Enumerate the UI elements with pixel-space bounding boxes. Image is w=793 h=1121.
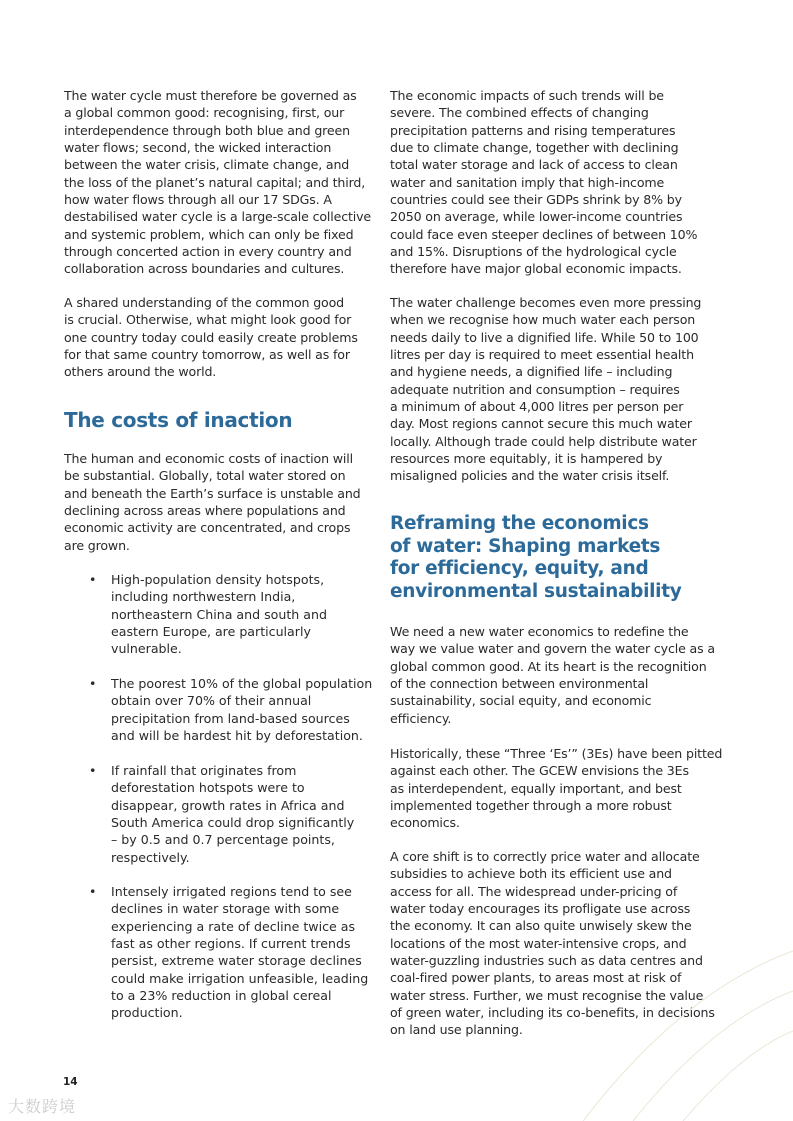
bullet-item-4: [89, 883, 369, 1022]
text-line: misaligned policies and the water crisis itself.: [390, 468, 670, 484]
text-line: for efficiency, equity, and: [390, 558, 649, 580]
bullet-item-2: [89, 675, 373, 744]
text-line: of green water, including its co-benefits, in decisions: [390, 1005, 715, 1021]
text-line: and 15%. Disruptions of the hydrological cycle: [390, 244, 677, 260]
text-line: water-guzzling industries such as data centres and: [390, 953, 703, 969]
bullet-item-1: [89, 571, 327, 658]
text-line: respectively.: [111, 849, 190, 865]
text-line: experiencing a rate of decline twice as: [111, 918, 356, 934]
text-line: global common good. At its heart is the recognition: [390, 658, 707, 674]
text-line: The water cycle must therefore be governed as: [64, 88, 357, 103]
left-paragraph-2: [64, 294, 358, 381]
text-line: Intensely irrigated regions tend to see: [111, 884, 352, 899]
text-line: resources more equitably, it is hampered by: [390, 451, 663, 467]
left-paragraph-1: [64, 87, 371, 278]
text-line: litres per day is required to meet essential health: [390, 347, 694, 363]
text-line: 2050 on average, while lower-income countries: [390, 209, 683, 225]
text-line: countries could see their GDPs shrink by 8% by: [390, 192, 682, 208]
text-line: A shared understanding of the common good: [64, 295, 344, 310]
text-line: Reframing the economics: [390, 513, 649, 534]
text-line: to a 23% reduction in global cereal: [111, 988, 332, 1004]
text-line: implemented together through a more robust: [390, 798, 672, 814]
bullet-item-3: [89, 762, 355, 866]
text-line: severe. The combined effects of changing: [390, 105, 649, 121]
left-paragraph-3: [64, 450, 361, 554]
text-line: persist, extreme water storage declines: [111, 953, 362, 969]
text-line: economic activity are concentrated, and crops: [64, 520, 351, 536]
text-line: precipitation patterns and rising temperatures: [390, 122, 676, 138]
text-line: access for all. The widespread under-pricing of: [390, 883, 678, 899]
text-line: precipitation from land-based sources: [111, 710, 350, 726]
text-line: deforestation hotspots were to: [111, 780, 305, 796]
text-line: and will be hardest hit by deforestation.: [111, 728, 363, 744]
text-line: interdependence through both blue and green: [64, 122, 350, 138]
bullet-icon: •: [89, 572, 97, 587]
text-line: The economic impacts of such trends will be: [390, 88, 664, 103]
watermark: 大数跨境: [8, 1097, 77, 1116]
bullet-icon: •: [89, 763, 97, 778]
right-paragraph-3: [390, 623, 715, 727]
text-line: could face even steeper declines of between 10%: [390, 226, 698, 242]
text-line: A core shift is to correctly price water and allocate: [390, 849, 700, 864]
text-line: needs daily to live a dignified life. While 50 to 100: [390, 329, 699, 345]
text-line: subsidies to achieve both its efficient use and: [390, 866, 672, 882]
text-line: northeastern China and south and: [111, 606, 327, 622]
text-line: vulnerable.: [111, 641, 182, 657]
text-line: collaboration across boundaries and cultures.: [64, 261, 345, 277]
text-line: on land use planning.: [390, 1022, 523, 1038]
text-line: as interdependent, equally important, and best: [390, 780, 682, 796]
text-line: The human and economic costs of inaction will: [64, 451, 353, 466]
text-line: The poorest 10% of the global population: [111, 676, 373, 691]
text-line: South America could drop significantly: [111, 815, 355, 831]
section-heading-costs-of-inaction: [64, 407, 292, 433]
text-line: obtain over 70% of their annual: [111, 693, 312, 709]
text-line: destabilised water cycle is a large-scale collective: [64, 209, 372, 225]
text-line: total water storage and lack of access to clean: [390, 157, 678, 173]
text-line: If rainfall that originates from: [111, 763, 297, 778]
text-line: water stress. Further, we must recognise the value: [390, 987, 704, 1003]
text-line: including northwestern India,: [111, 589, 296, 605]
text-line: a minimum of about 4,000 litres per person per: [390, 399, 684, 415]
text-line: due to climate change, together with declining: [390, 140, 679, 156]
right-paragraph-1: [390, 87, 697, 278]
text-line: of water: Shaping markets: [390, 535, 661, 557]
text-line: economics.: [390, 815, 460, 831]
section-heading-reframing: [390, 513, 682, 603]
text-line: day. Most regions cannot secure this much water: [390, 416, 692, 432]
text-line: eastern Europe, are particularly: [111, 624, 311, 640]
text-line: between the water crisis, climate change, and: [64, 157, 350, 173]
text-line: We need a new water economics to redefine the: [390, 624, 689, 639]
text-line: water flows; second, the wicked interaction: [64, 140, 332, 156]
text-line: for that same country tomorrow, as well as for: [64, 347, 350, 363]
text-line: when we recognise how much water each person: [390, 312, 696, 328]
text-line: disappear, growth rates in Africa and: [111, 797, 345, 813]
bullet-icon: •: [89, 676, 97, 691]
text-line: and systemic problem, which can only be fixed: [64, 226, 354, 242]
text-line: way we value water and govern the water cycle as a: [390, 641, 715, 657]
text-line: be substantial. Globally, total water stored on: [64, 468, 346, 484]
text-line: a global common good: recognising, first, our: [64, 105, 345, 121]
text-line: could make irrigation unfeasible, leading: [111, 970, 369, 986]
decorative-curves: [563, 931, 793, 1121]
text-line: efficiency.: [390, 710, 452, 726]
bullet-icon: •: [89, 884, 97, 899]
text-line: fast as other regions. If current trends: [111, 936, 351, 952]
text-line: sustainability, social equity, and economic: [390, 693, 652, 709]
text-line: declines in water storage with some: [111, 901, 340, 917]
text-line: declining across areas where populations and: [64, 503, 346, 519]
text-line: against each other. The GCEW envisions the 3Es: [390, 763, 689, 779]
text-line: of the connection between environmental: [390, 676, 649, 692]
text-line: others around the world.: [64, 364, 217, 380]
text-line: The water challenge becomes even more pressing: [390, 295, 702, 310]
text-line: are grown.: [64, 537, 130, 553]
text-line: locations of the most water-intensive crops, and: [390, 935, 687, 951]
page-number: 14: [63, 1076, 78, 1088]
text-line: production.: [111, 1005, 183, 1021]
text-line: adequate nutrition and consumption – requires: [390, 381, 680, 397]
text-line: the loss of the planet’s natural capital; and third,: [64, 174, 366, 190]
text-line: locally. Although trade could help distribute water: [390, 433, 697, 449]
text-line: coal-fired power plants, to areas most at risk of: [390, 970, 682, 986]
text-line: Historically, these “Three ‘Es’” (3Es) have been pitted: [390, 746, 723, 761]
text-line: environmental sustainability: [390, 580, 682, 602]
text-line: The costs of inaction: [64, 408, 293, 432]
text-line: water today encourages its profligate use across: [390, 901, 691, 917]
right-paragraph-2: [390, 294, 701, 485]
right-paragraph-4: [390, 745, 722, 832]
text-line: one country today could easily create problems: [64, 329, 358, 345]
text-line: therefore have major global economic impacts.: [390, 261, 682, 277]
text-line: is crucial. Otherwise, what might look good for: [64, 312, 352, 328]
text-line: High-population density hotspots,: [111, 572, 325, 587]
text-line: – by 0.5 and 0.7 percentage points,: [111, 832, 335, 848]
text-line: through concerted action in every country and: [64, 244, 352, 260]
text-line: water and sanitation imply that high-income: [390, 174, 665, 190]
text-line: the economy. It can also quite unwisely skew the: [390, 918, 692, 934]
text-line: and hygiene needs, a dignified life – including: [390, 364, 673, 380]
text-line: how water flows through all our 17 SDGs. A: [64, 192, 332, 208]
text-line: and beneath the Earth’s surface is unstable and: [64, 485, 361, 501]
